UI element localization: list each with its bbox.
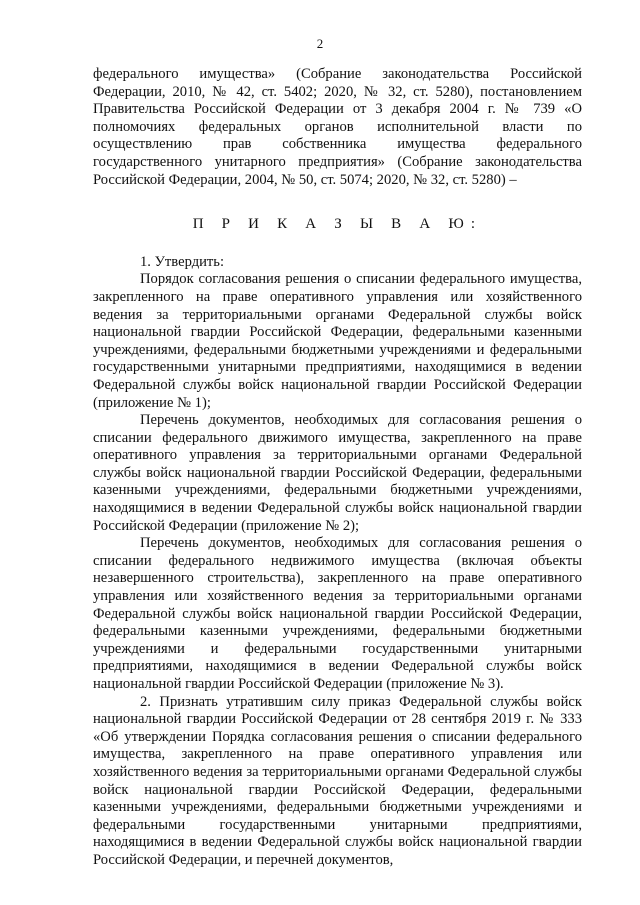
item1-paragraph-1: Порядок согласования решения о списании федерального имущества, закрепленного на праве оперативного управления или хозяйственного ведения за территориальными органами Федеральной службы войск национальной гвардии Российской Федерации, федеральными казенными учреждениями, федеральными бюджетными учреждениями и федеральными государственными унитарными предприятиями, находящимися в ведении Федеральной службы войск национальной гвардии Российской Федерации (приложение № 1);: [93, 271, 582, 411]
item1-paragraph-3: Перечень документов, необходимых для согласования решения о списании федерального недвижимого имущества (включая объекты незавершенного строительства), закрепленного на праве оперативного управления или хозяйственного ведения за территориальными органами Федеральной службы войск национальной гвардии Российской Федерации, федеральными казенными учреждениями, федеральными бюджетными учреждениями и федеральными государственными унитарными предприятиями, находящимися в ведении Федеральной службы войск национальной гвардии Российской Федерации (приложение № 3).: [93, 535, 582, 692]
page-number: 2: [316, 36, 324, 51]
item1-paragraph-2: Перечень документов, необходимых для согласования решения о списании федерального движимого имущества, закрепленного на праве оперативного управления за территориальными органами Федеральной службы войск национальной гвардии Российской Федерации, федеральными казенными учреждениями, федеральными бюджетными учреждениями, находящимися в ведении Федеральной службы войск национальной гвардии Российской Федерации (приложение № 2);: [93, 412, 582, 534]
order-heading: П Р И К А З Ы В А Ю:: [192, 216, 483, 233]
document-body: [93, 66, 582, 870]
item2-paragraph: 2. Признать утратившим силу приказ Федеральной службы войск национальной гвардии Российской Федерации от 28 сентября 2019 г. № 333 «Об утверждении Порядка согласования решения о списании федерального имущества, закрепленного на праве оперативного управления или хозяйственного ведения за территориальными органами Федеральной службы войск национальной гвардии Российской Федерации, федеральными казенными учреждениями, федеральными бюджетными учреждениями и федеральными государственными унитарными предприятиями, находящимися в ведении Федеральной службы войск национальной гвардии Российской Федерации, и перечней документов,: [93, 693, 582, 868]
intro-paragraph: федерального имущества» (Собрание законодательства Российской Федерации, 2010, № 42, ст. 5402; 2020, № 32, ст. 5280), постановлением Правительства Российской Федерации от 3 декабря 2004 г. № 739 «О полномочиях федеральных органов исполнительной власти по осуществлению прав собственника имущества федерального государственного унитарного предприятия» (Собрание законодательства Российской Федерации, 2004, № 50, ст. 5074; 2020, № 32, ст. 5280) –: [93, 66, 582, 188]
item1-heading: 1. Утвердить:: [140, 253, 225, 270]
